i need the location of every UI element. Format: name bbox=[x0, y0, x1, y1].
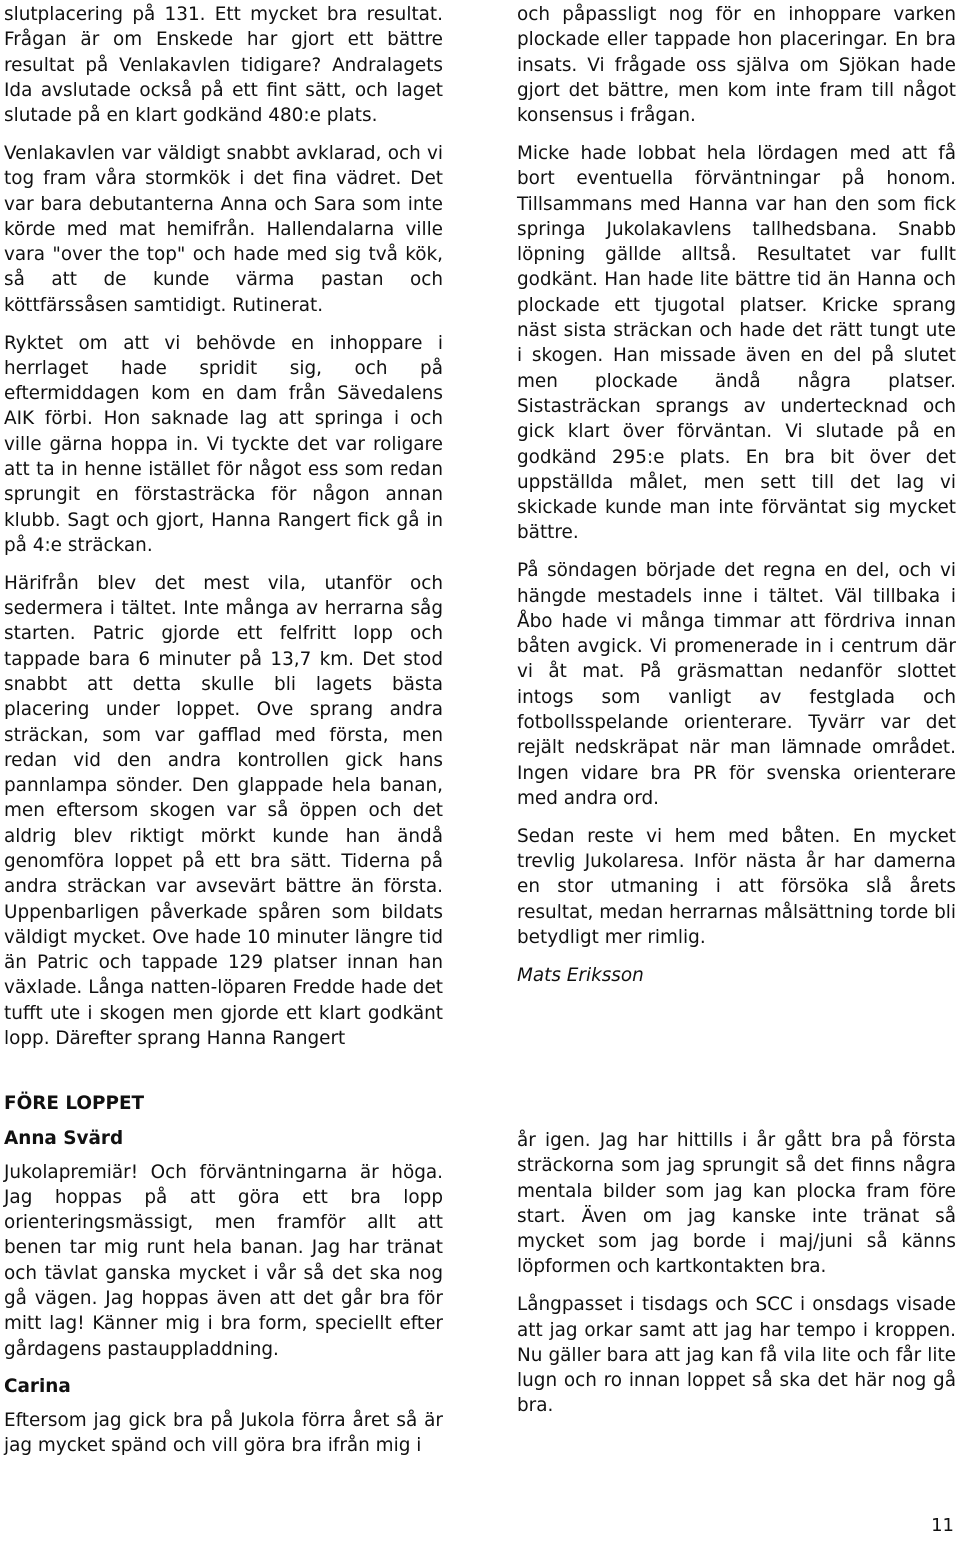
paragraph: På söndagen började det regna en del, och vi hängde mestadels inne i tältet. Väl tillbaka i Åbo hade vi många timmar att fördriva innan båten avgick. Vi promenerade in i centrum där vi åt mat. På gräsmattan nedanför slottet intogs som vanligt av festglada och fotbollsspelande orienterare. Tyvärr var det rejält nedskräpat när man lämnade området. Ingen vidare bra PR för svenska orienterare med andra ord. bbox=[517, 560, 956, 809]
paragraph: Långpasset i tisdags och SCC i onsdags visade att jag orkar samt att jag har tempo i kroppen. Nu gäller bara att jag kan få vila lite och får lite lugn och ro innan loppet så ska det här nog gå bra. bbox=[517, 1294, 956, 1417]
section-heading: FÖRE LOPPET bbox=[4, 1093, 145, 1114]
runner-name-carina: Carina bbox=[4, 1376, 71, 1398]
paragraph: Venlakavlen var väldigt snabbt avklarad, och vi tog fram våra stormkök i det fina vädret. Det var bara debutanterna Anna och Sara som inte körde med mat hemifrån. Hallendalarna ville vara "over the top" och hade med sig två kök, så att de kunde värma pastan och köttfärssåsen samtidigt. Rutinerat. bbox=[4, 142, 443, 316]
runner-name-anna: Anna Svärd bbox=[4, 1128, 124, 1150]
paragraph: Härifrån blev det mest vila, utanför och sedermera i tältet. Inte många av herrarna såg starten. Patric gjorde ett felfritt lopp och tappade bara 6 minuter på 13,7 km. Det stod snabbt att detta skulle bli lagets bästa placering under loppet. Ove sprang andra sträckan, som var gafflad med första, men redan vid den andra kontrollen gick hans pannlampa sönder. Den glappade hela banan, men eftersom skogen var så öppen och det aldrig blev riktigt mörkt kunde han ändå genomföra loppet på ett bra sätt. Tiderna på andra sträckan var avsevärt bättre än första. Uppenbarligen påverkade spåren som bildats väldigt mycket. Ove hade 10 minuter längre tid än Patric och tappade 129 platser innan han växlade. Långa natten-löparen Fredde hade det tufft ute i skogen men gjorde ett klart godkänt lopp. Därefter sprang Hanna Rangert bbox=[4, 572, 443, 1050]
runner-statement-anna: Jukolapremiär! Och förväntningarna är höga. Jag hoppas på att göra ett bra lopp orienteringsmässigt, men framför allt att benen tar mig runt hela banan. Jag har tränat och tävlat ganska mycket i vår så det ska nog gå vägen. Jag hoppas även att det går bra för mitt lag! Känner mig i bra form, speciellt efter gårdagens pastauppladdning. bbox=[4, 1161, 443, 1360]
fore-loppet-column-left bbox=[4, 1091, 443, 1471]
paragraph: och påpassligt nog för en inhoppare varken plockade eller tappade hon placeringar. En bra insats. Vi frågade oss själva om Sjökan hade gjort det bättre, men kom inte fram till något konsensus i frågan. bbox=[517, 4, 956, 127]
article-column-left bbox=[4, 2, 443, 1064]
fore-loppet-column-right bbox=[517, 1128, 956, 1431]
paragraph: Micke hade lobbat hela lördagen med att få bort eventuella förväntningar på honom. Tillsammans med Hanna var han den som fick springa Jukolakavlens tallhedsbana. Snabb löpning gällde alltså. Resultatet var fullt godkänt. Han hade lite bättre tid än Hanna och plockade ett tjugotal platser. Kricke sprang näst sista sträckan och hade det rätt tungt ute i skogen. Han missade även en del på slutet men plockade ändå några platser. Sistasträckan sprangs av undertecknad och gick klart över förväntan. Vi slutade på en godkänd 295:e plats. En bra bit över det uppställda målet, men sett till det lag vi skickade kunde man inte förväntat sig mycket bättre. bbox=[517, 142, 956, 544]
paragraph: år igen. Jag har hittills i år gått bra på första sträckorna som jag sprungit så det finns några mentala bilder som jag kan plocka fram före start. Även om jag kanske inte tränat så mycket som jag borde i maj/juni så känns löpformen och kartkontakten bra. bbox=[517, 1130, 956, 1278]
author-signature: Mats Eriksson bbox=[517, 964, 644, 986]
page-number: 11 bbox=[931, 1515, 954, 1536]
paragraph: Ryktet om att vi behövde en inhoppare i herrlaget hade spridit sig, och på eftermiddagen kom en dam från Sävedalens AIK förbi. Hon saknade lag att springa i och ville gärna hoppa in. Vi tyckte det var roligare att ta in henne istället för något ess som redan sprungit en förstasträcka för någon annan klubb. Sagt och gjort, Hanna Rangert fick gå in på 4:e sträckan. bbox=[4, 332, 443, 556]
paragraph: slutplacering på 131. Ett mycket bra resultat. Frågan är om Enskede har gjort ett bättre resultat på Venlakavlen tidigare? Andralagets Ida avslutade också på ett fint sätt, och laget slutade på en klart godkänd 480:e plats. bbox=[4, 4, 443, 127]
article-column-right bbox=[517, 2, 956, 988]
paragraph: Sedan reste vi hem med båten. En mycket trevlig Jukolaresa. Inför nästa år har damerna en stor utmaning i att försöka slå årets resultat, medan herrarnas målsättning torde bli betydligt mer rimlig. bbox=[517, 825, 956, 948]
runner-statement-carina: Eftersom jag gick bra på Jukola förra året så är jag mycket spänd och vill göra bra ifrån mig i bbox=[4, 1409, 443, 1457]
